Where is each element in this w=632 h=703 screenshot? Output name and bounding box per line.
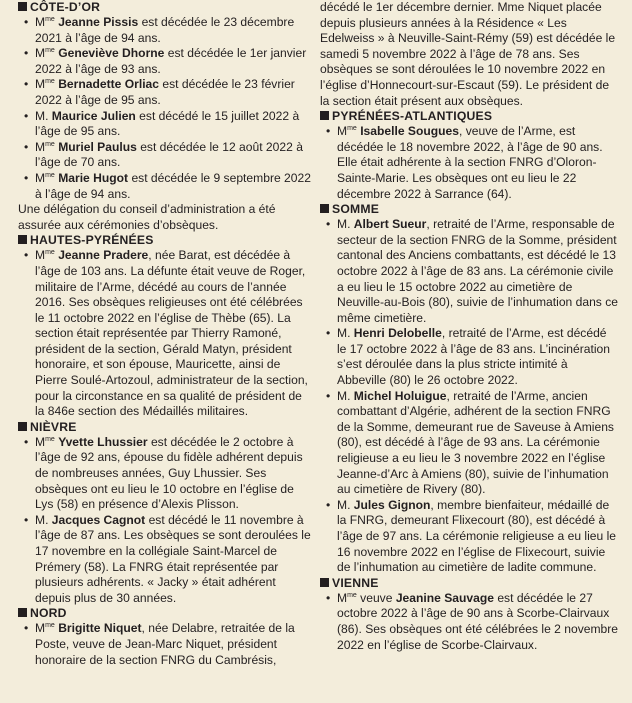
title-prefix: M bbox=[337, 124, 348, 139]
title-prefix: M bbox=[35, 248, 46, 263]
obituary-list bbox=[320, 591, 618, 653]
section-heading-text: HAUTES-PYRÉNÉES bbox=[30, 233, 154, 248]
obituary-entry bbox=[320, 389, 618, 498]
obituary-list bbox=[18, 621, 314, 668]
bullet-icon: • bbox=[24, 77, 29, 92]
obituary-text: est décédée le 27 octobre 2022 à l’âge de 90 ans à Scorbe-Clairvaux (86). Ses obsèques ont été célébrées le 2 novembre 2022 en l’église de Scorbe-Clairvaux. bbox=[337, 590, 619, 652]
deceased-name: Brigitte Niquet bbox=[58, 621, 142, 636]
obituary-entry bbox=[320, 498, 618, 576]
section-heading-text: NIÈVRE bbox=[30, 419, 77, 434]
title-middle: veuve bbox=[356, 590, 396, 605]
square-bullet-icon bbox=[18, 2, 27, 11]
title-prefix: M bbox=[35, 46, 46, 61]
deceased-name: Jeanine Sauvage bbox=[395, 590, 494, 605]
section-heading bbox=[320, 202, 618, 217]
square-bullet-icon bbox=[18, 608, 27, 617]
title-prefix: M bbox=[35, 434, 46, 449]
bullet-icon: • bbox=[326, 326, 331, 341]
obituary-list bbox=[18, 248, 314, 420]
obituary-list bbox=[18, 435, 314, 607]
bullet-icon: • bbox=[326, 590, 331, 605]
section-somme bbox=[320, 202, 618, 576]
title-superscript: me bbox=[45, 16, 55, 23]
title-superscript: me bbox=[347, 591, 357, 599]
obituary-entry bbox=[18, 15, 314, 46]
obituary-entry bbox=[320, 591, 618, 653]
square-bullet-icon bbox=[320, 111, 329, 120]
obituary-entry bbox=[18, 171, 314, 202]
obituary-text: , née Barat, est décédée à l’âge de 103 ans. La défunte était veuve de Roger, militaire de l’Arme, décédé au cours de l’année 2016. Ses obsèques religieuses ont été célébrées le 11 octobre 2022 en l’église de Thèbe (65). La section était représentée par Thierry Ramoné, président de la section, Gérald Matyn, président honoraire, et son épouse, Mauricette, ainsi de Pierre Soulé-Artozoul, administrateur de la section, pour la circonstance en sa qualité de président de la 846e section des Médaillés militaires. bbox=[35, 248, 308, 419]
obituary-entry bbox=[320, 326, 618, 388]
obituary-text: , née Delabre, retraitée de la Poste, veuve de Jean-Marc Niquet, président honoraire de la section FNRG du Cambrésis, bbox=[35, 621, 295, 667]
obituary-text: est décédée le 9 septembre 2022 à l’âge de 94 ans. bbox=[35, 170, 311, 201]
section-heading-text: NORD bbox=[30, 606, 67, 621]
obituary-entry bbox=[18, 109, 314, 140]
obituary-entry bbox=[320, 217, 618, 326]
square-bullet-icon bbox=[18, 235, 27, 244]
bullet-icon: • bbox=[24, 139, 29, 154]
section-heading-text: VIENNE bbox=[332, 575, 379, 590]
obituary-text: est décédée le 2 octobre à l’âge de 92 ans, épouse du fidèle adhérent depuis de nombreuses années, Guy Lhussier. Ses obsèques ont eu lieu le 10 octobre en l’église de Lys (58) en présence d’Alexis Plisson. bbox=[35, 434, 303, 512]
obituary-text: est décédée le 12 août 2022 à l’âge de 70 ans. bbox=[35, 139, 303, 170]
title-prefix: M. bbox=[337, 326, 354, 341]
bullet-icon: • bbox=[24, 170, 29, 185]
bullet-icon: • bbox=[326, 497, 331, 512]
title-prefix: M bbox=[35, 621, 46, 636]
title-superscript: me bbox=[45, 249, 55, 257]
section-cote-d-or bbox=[18, 0, 314, 233]
bullet-icon: • bbox=[326, 388, 331, 403]
bullet-icon: • bbox=[24, 46, 29, 61]
bullet-icon: • bbox=[24, 248, 29, 263]
title-superscript: me bbox=[45, 140, 55, 148]
deceased-name: Jules Gignon bbox=[353, 497, 431, 512]
section-pyrenees-atlantiques bbox=[320, 109, 618, 202]
obituary-entry bbox=[18, 140, 314, 171]
deceased-name: Jacques Cagnot bbox=[51, 512, 146, 527]
section-heading-text: SOMME bbox=[332, 202, 380, 217]
section-heading bbox=[320, 576, 618, 591]
right-column bbox=[320, 0, 618, 653]
bullet-icon: • bbox=[24, 434, 29, 449]
obituary-list bbox=[18, 15, 314, 202]
deceased-name: Michel Holuigue bbox=[353, 388, 447, 403]
title-prefix: M bbox=[337, 590, 348, 605]
title-superscript: me bbox=[45, 622, 55, 630]
title-prefix: M bbox=[35, 170, 46, 185]
continuation-text: décédé le 1er décembre dernier. Mme Niquet placée depuis plusieurs années à la Résidence « Les Edelweiss » à Neuville-Saint-Rémy (59) est décédée le samedi 5 novembre 2022 à l’âge de 78 ans. Ses obsèques se sont déroulées le 10 novembre 2022 en l’église d’Honnecourt-sur-Escaut (59). Le président de la section était présent aux obsèques. bbox=[320, 0, 616, 108]
left-column bbox=[18, 0, 314, 668]
section-heading-text: PYRÉNÉES-ATLANTIQUES bbox=[332, 109, 493, 124]
section-heading bbox=[320, 109, 618, 124]
obituary-entry bbox=[18, 248, 314, 420]
title-superscript: me bbox=[45, 435, 55, 443]
title-superscript: me bbox=[45, 47, 55, 55]
obituary-text: est décédé le 11 novembre à l’âge de 87 ans. Les obsèques se sont deroulées le 17 novembre en la collégiale Saint-Marcel de Prémery (58). La FNRG était représentée par plusieurs adhérents. « Jacky » était adhérent depuis plus de 30 années. bbox=[35, 512, 311, 605]
obituary-entry bbox=[18, 77, 314, 108]
title-superscript: me bbox=[45, 78, 55, 86]
obituary-text: est décédé le 15 juillet 2022 à l’âge de 95 ans. bbox=[35, 108, 300, 139]
obituary-list bbox=[320, 217, 618, 576]
bullet-icon: • bbox=[326, 124, 331, 139]
deceased-name: Marie Hugot bbox=[58, 170, 129, 185]
obituary-text: , veuve de l’Arme, est décédée le 18 novembre 2022, à l’âge de 90 ans. Elle était adhérente à la section FNRG d’Oloron-Sainte-Marie. Les obsèques ont eu lieu le 22 décembre 2022 à Sarrance (64). bbox=[337, 124, 603, 201]
deceased-name: Yvette Lhussier bbox=[58, 434, 148, 449]
title-prefix: M. bbox=[337, 388, 354, 403]
deceased-name: Isabelle Sougues bbox=[360, 124, 459, 139]
title-prefix: M bbox=[35, 77, 46, 92]
obituary-list bbox=[320, 124, 618, 202]
obituary-text: est décédée le 23 décembre 2021 à l’âge de 94 ans. bbox=[35, 15, 295, 45]
deceased-name: Jeanne Pradere bbox=[58, 248, 149, 263]
deceased-name: Bernadette Orliac bbox=[58, 77, 160, 92]
obituary-text: est décédée le 1er janvier 2022 à l’âge de 93 ans. bbox=[35, 46, 307, 76]
square-bullet-icon bbox=[18, 422, 27, 431]
deceased-name: Maurice Julien bbox=[51, 108, 136, 123]
bullet-icon: • bbox=[24, 108, 29, 123]
bullet-icon: • bbox=[326, 217, 331, 232]
title-prefix: M. bbox=[337, 497, 354, 512]
title-prefix: M. bbox=[35, 512, 52, 527]
obituary-text: , retraité de l’Arme, ancien combattant d’Algérie, adhérent de la section FNRG de la Somme, demeurant rue de Saveuse à Amiens (80), est décédé à l’âge de 93 ans. La cérémonie religieuse a eu lieu le 3 novembre 2022 en l’église Jeanne-d’Arc à Amiens (80), suivie de l’inhumation au cimetière de Rivery (80). bbox=[337, 388, 614, 497]
section-heading bbox=[18, 420, 314, 435]
deceased-name: Jeanne Pissis bbox=[58, 15, 139, 29]
section-nord bbox=[18, 606, 314, 668]
obituary-text: , retraité de l’Arme, est décédé le 17 octobre 2022 à l’âge de 83 ans. L’incinération s’est déroulée dans la plus stricte intimité à Abbeville (80) le 26 octobre 2022. bbox=[337, 326, 610, 388]
obituary-entry bbox=[18, 46, 314, 77]
section-heading bbox=[18, 0, 314, 15]
deceased-name: Albert Sueur bbox=[353, 217, 427, 232]
title-prefix: M. bbox=[35, 108, 52, 123]
obituary-text: , membre bienfaiteur, médaillé de la FNRG, demeurant Flixecourt (80), est décédé à l’âge de 97 ans. La cérémonie religieuse a eu lieu le 16 novembre 2022 en l’église de Flixecourt, suivie de l’inhumation au cimetière de ladite commune. bbox=[337, 497, 617, 575]
title-prefix: M bbox=[35, 139, 46, 154]
obituary-text: est décédée le 23 février 2022 à l’âge de 95 ans. bbox=[35, 77, 295, 107]
section-heading bbox=[18, 606, 314, 621]
section-hautes-pyrenees bbox=[18, 233, 314, 420]
section-nievre bbox=[18, 420, 314, 607]
deceased-name: Geneviève Dhorne bbox=[58, 46, 165, 61]
title-superscript: me bbox=[347, 125, 357, 133]
title-prefix: M. bbox=[337, 217, 354, 232]
section-heading-text: CÔTE-D’OR bbox=[30, 0, 101, 14]
obituary-entry bbox=[18, 435, 314, 513]
bullet-icon: • bbox=[24, 15, 29, 29]
bullet-icon: • bbox=[24, 512, 29, 527]
title-superscript: me bbox=[45, 171, 55, 179]
square-bullet-icon bbox=[320, 578, 329, 587]
square-bullet-icon bbox=[320, 204, 329, 213]
obituary-entry bbox=[18, 513, 314, 607]
section-heading bbox=[18, 233, 314, 248]
obituary-entry bbox=[18, 621, 314, 668]
bullet-icon: • bbox=[24, 621, 29, 636]
section-note: Une délégation du conseil d’administration a été assurée aux cérémonies d’obsèques. bbox=[18, 202, 276, 232]
deceased-name: Henri Delobelle bbox=[353, 326, 442, 341]
section-vienne bbox=[320, 576, 618, 653]
obituary-text: , retraité de l’Arme, responsable de secteur de la section FNRG de la Somme, président cantonal des Anciens combattants, est décédé le 13 octobre 2022 à l’âge de 83 ans. La cérémonie civile a eu lieu le 15 octobre 2022 au cimetière de Neuville-au-Bois (80), suivie de l’inhumation dans ce même cimetière. bbox=[337, 217, 618, 325]
obituary-entry bbox=[320, 124, 618, 202]
title-prefix: M bbox=[35, 15, 46, 29]
deceased-name: Muriel Paulus bbox=[58, 139, 137, 154]
